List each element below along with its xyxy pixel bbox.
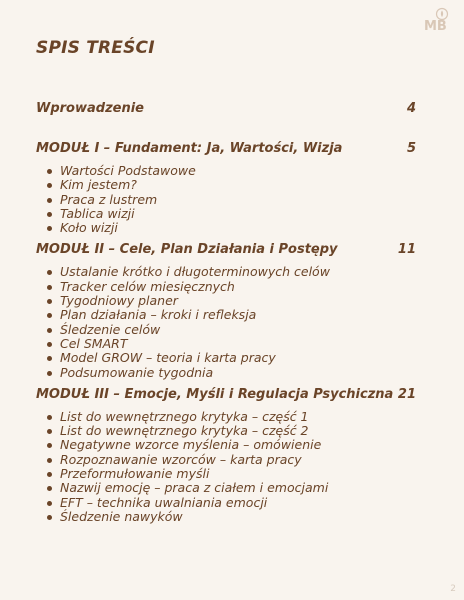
toc-entry-label: MODUŁ II – Cele, Plan Działania i Postępy [36,242,338,258]
toc-entry-label: MODUŁ III – Emocje, Myśli i Regulacja Psychiczna [36,386,394,402]
list-item: Model GROW – teoria i karta pracy [60,351,416,365]
list-item: Nazwij emocję – praca z ciałem i emocjami [60,481,416,495]
toc-entry-module-1[interactable] [36,140,416,158]
bullet-icon [47,270,52,275]
bullet-icon [47,501,52,506]
list-item: Tygodniowy planer [60,294,416,308]
mb-lotus-logo-icon [422,6,456,32]
list-item: Wartości Podstawowe [60,164,416,178]
toc-entry-page: 4 [406,101,416,116]
toc-entry-label: Wprowadzenie [36,101,144,116]
page-title: SPIS TREŚCI [36,38,155,58]
list-item: Plan działania – kroki i refleksja [60,308,416,322]
list-item: Tracker celów miesięcznych [60,280,416,294]
list-item: Śledzenie nawyków [60,510,416,524]
list-item: Negatywne wzorce myślenia – omówienie [60,438,416,452]
bullet-icon [47,515,52,520]
list-item: Rozpoznawanie wzorców – karta pracy [60,453,416,467]
bullet-icon [47,285,52,290]
module-3-items [36,410,416,524]
module-1-items [36,164,416,235]
list-item: Koło wizji [60,221,416,235]
bullet-icon [47,429,52,434]
toc-entry-label: MODUŁ I – Fundament: Ja, Wartości, Wizja [36,141,343,156]
list-item: Ustalanie krótko i długoterminowych celów [60,265,416,279]
list-item: Przeformułowanie myśli [60,467,416,481]
list-item: Tablica wizji [60,207,416,221]
bullet-icon [47,342,52,347]
toc-entry-page: 11 [397,242,416,258]
bullet-icon [47,328,52,333]
bullet-icon [47,356,52,361]
bullet-icon [47,226,52,231]
toc-entry-page: 5 [406,141,416,156]
svg-text:MB: MB [424,19,447,32]
bullet-icon [47,183,52,188]
bullet-icon [47,443,52,448]
list-item: Kim jestem? [60,178,416,192]
list-item: Cel SMART [60,337,416,351]
bullet-icon [47,472,52,477]
list-item: EFT – technika uwalniania emocji [60,496,416,510]
bullet-icon [47,313,52,318]
toc-entry-page: 21 [397,386,416,402]
list-item: Śledzenie celów [60,323,416,337]
bullet-icon [47,198,52,203]
bullet-icon [47,169,52,174]
bullet-icon [47,212,52,217]
toc-entry-intro[interactable] [36,100,416,118]
page-number: 2 [450,584,456,594]
bullet-icon [47,299,52,304]
list-item: List do wewnętrznego krytyka – część 2 [60,424,416,438]
list-item: Podsumowanie tygodnia [60,366,416,380]
bullet-icon [47,486,52,491]
module-2-items [36,265,416,379]
list-item: List do wewnętrznego krytyka – część 1 [60,410,416,424]
table-of-contents [36,100,416,530]
toc-entry-module-3[interactable] [36,386,416,404]
bullet-icon [47,371,52,376]
toc-entry-module-2[interactable] [36,241,416,259]
list-item: Praca z lustrem [60,193,416,207]
bullet-icon [47,458,52,463]
bullet-icon [47,415,52,420]
